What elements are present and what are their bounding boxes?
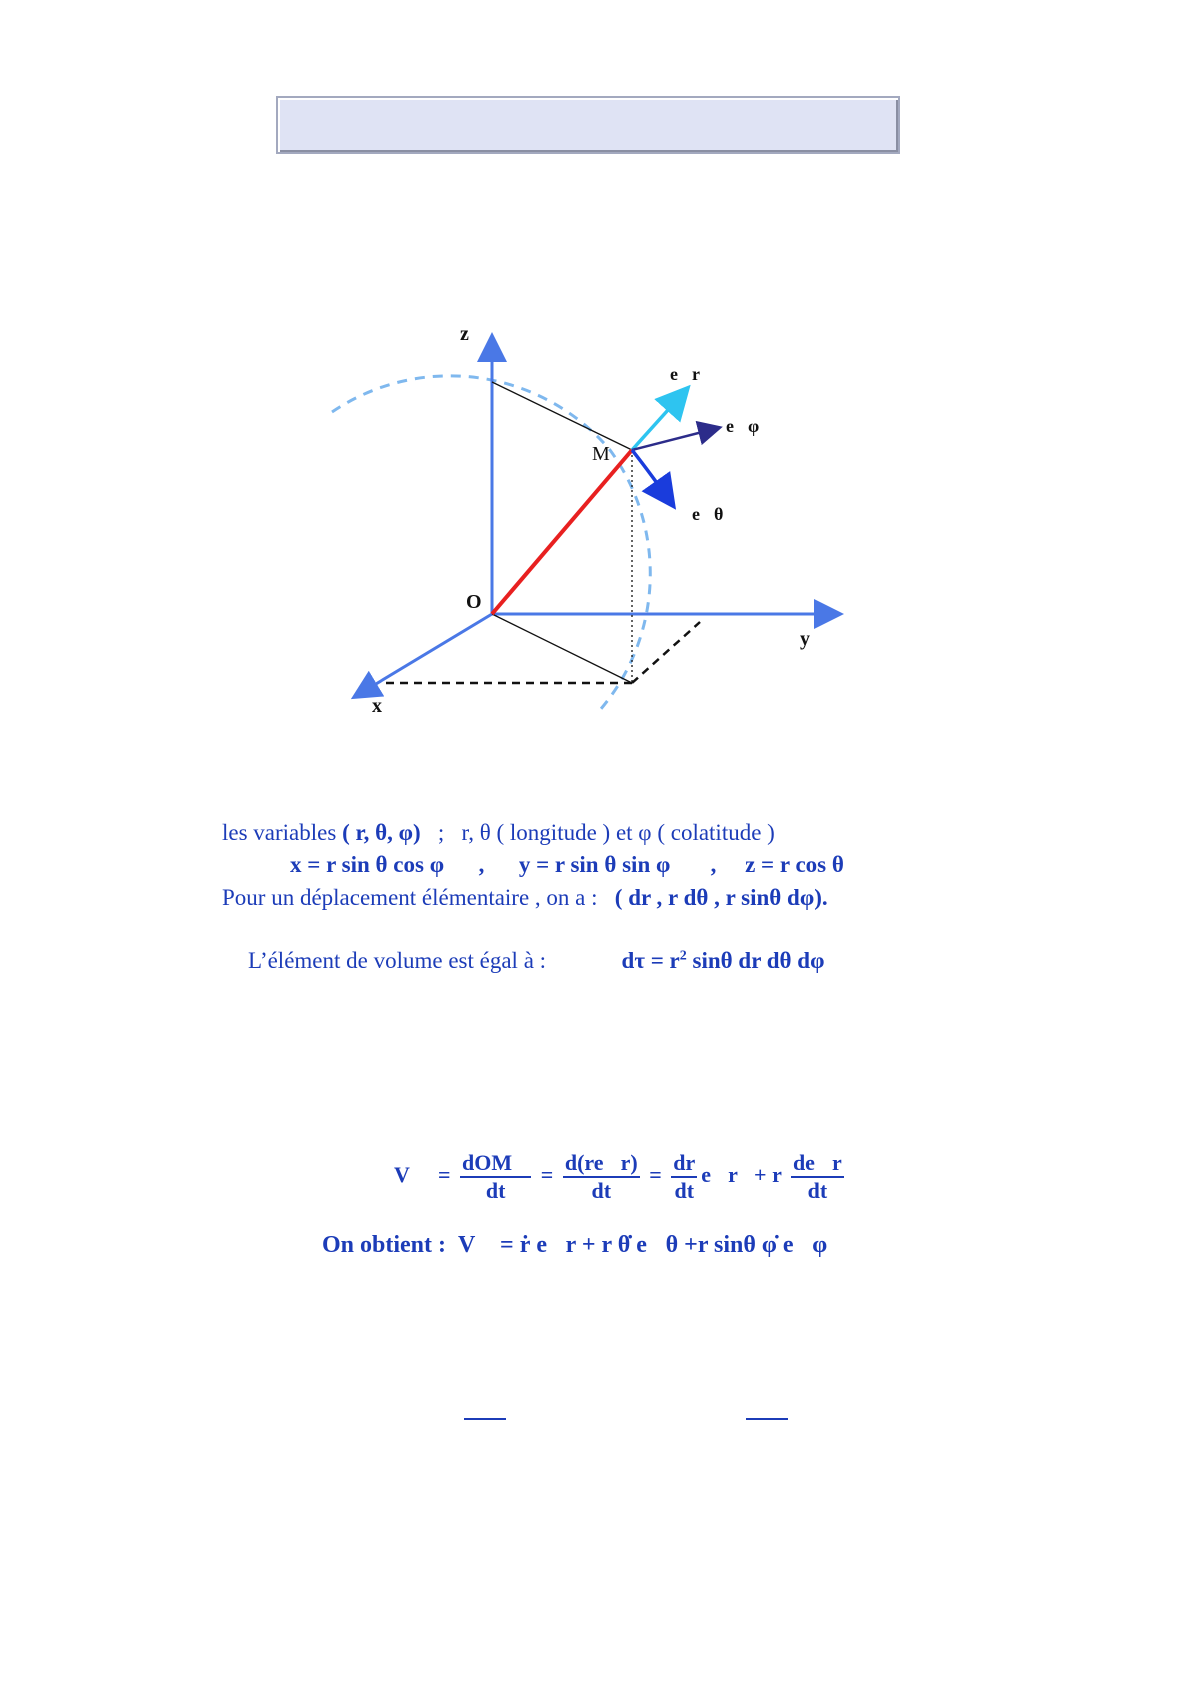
volume-line xyxy=(248,948,824,974)
label-m: M xyxy=(592,443,610,465)
variables-line xyxy=(222,820,775,846)
result-prefix: On obtient : xyxy=(322,1232,447,1258)
fraction-dr-dt xyxy=(671,1150,697,1204)
fraction-dom-dt xyxy=(460,1150,531,1204)
spherical-coordinates-diagram xyxy=(320,320,880,740)
label-x: x xyxy=(372,695,382,717)
label-z: z xyxy=(460,323,469,345)
variables-prefix: les variables xyxy=(222,820,337,845)
fraction-dr-den: dt xyxy=(674,1178,695,1203)
section-title-box xyxy=(276,96,900,154)
coord-sep1: , xyxy=(478,852,485,877)
label-y: y xyxy=(800,628,810,650)
label-ephi: e⃗φ xyxy=(726,416,760,436)
coord-sep2: , xyxy=(710,852,717,877)
fraction-dom-den: dt xyxy=(485,1178,506,1203)
proj-foot-to-y xyxy=(632,622,700,683)
label-etheta: e⃗θ xyxy=(692,504,724,524)
volume-exp: 2 xyxy=(679,948,687,964)
vector-etheta xyxy=(632,450,672,504)
fraction-der2-num: de⃗r xyxy=(791,1150,844,1178)
fraction-der-num: d(re⃗r) xyxy=(563,1150,640,1178)
fraction-der-dt xyxy=(563,1150,640,1204)
fraction-dr-num: dr xyxy=(671,1150,697,1178)
label-er: e⃗r xyxy=(670,364,700,384)
velocity-derivation xyxy=(394,1150,848,1204)
velocity-result xyxy=(322,1232,827,1259)
variables-tuple: ( r, θ, φ) xyxy=(342,820,421,845)
variables-desc: r, θ ( longitude ) et φ ( colatitude ) xyxy=(461,820,775,845)
fraction-der-dt-2 xyxy=(791,1150,844,1204)
coord-x: x = r sin θ cos φ xyxy=(290,852,445,877)
result-equation: V⃗ = ṙ e⃗r + r θ̇ e⃗θ +r sinθ φ̇ e⃗φ xyxy=(458,1232,828,1258)
displacement-value: ( dr , r dθ , r sinθ dφ). xyxy=(614,885,828,910)
radius-om xyxy=(492,450,632,614)
velocity-eq3: = xyxy=(649,1162,662,1188)
coord-z: z = r cos θ xyxy=(745,852,844,877)
vector-ephi xyxy=(632,428,718,450)
fraction-bar-right xyxy=(746,1418,788,1420)
coordinates-line xyxy=(290,852,844,878)
fraction-der-den: dt xyxy=(591,1178,612,1203)
fraction-bar-left xyxy=(464,1418,506,1420)
variables-sep: ; xyxy=(437,820,445,845)
velocity-symbol: V⃗ xyxy=(394,1162,427,1188)
velocity-eq1: = xyxy=(438,1162,451,1188)
fraction-der2-den: dt xyxy=(807,1178,828,1203)
volume-rest: sinθ dr dθ dφ xyxy=(692,948,825,973)
displacement-prefix: Pour un déplacement élémentaire , on a : xyxy=(222,885,598,910)
volume-value: dτ = r xyxy=(621,948,680,973)
vector-er xyxy=(632,390,686,450)
velocity-er: e⃗r xyxy=(701,1162,738,1188)
volume-prefix: L’élément de volume est égal à : xyxy=(248,948,547,973)
proj-z-to-m xyxy=(492,382,632,450)
coord-y: y = r sin θ sin φ xyxy=(518,852,671,877)
proj-origin-to-foot xyxy=(492,614,632,683)
label-origin: O xyxy=(466,591,482,613)
velocity-plus-r: + r xyxy=(754,1162,782,1188)
displacement-line xyxy=(222,885,828,911)
velocity-eq2: = xyxy=(540,1162,554,1188)
fraction-dom-num: dOM⃗ xyxy=(460,1150,531,1178)
